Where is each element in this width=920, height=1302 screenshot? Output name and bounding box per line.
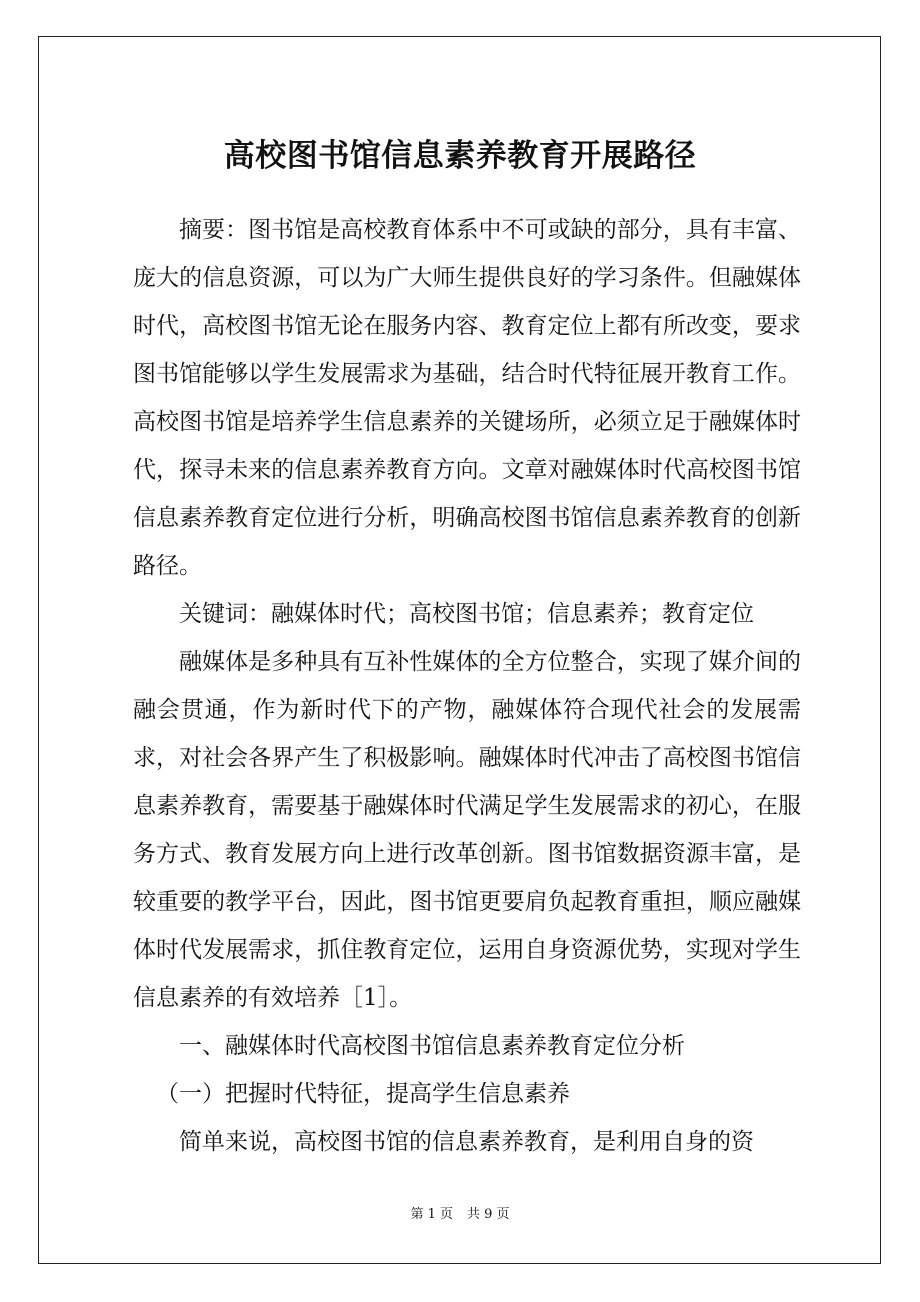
subsection-heading: （一）把握时代特征，提高学生信息素养 <box>156 1081 570 1107</box>
section-heading: 一、融媒体时代高校图书馆信息素养教育定位分析 <box>179 1033 685 1059</box>
document-body <box>133 206 801 1166</box>
page-number: 第 1 页 <box>410 1207 453 1222</box>
keywords-paragraph: 关键词：融媒体时代；高校图书馆；信息素养；教育定位 <box>179 601 754 627</box>
abstract-paragraph: 摘要：图书馆是高校教育体系中不可或缺的部分，具有丰富、庞大的信息资源，可以为广大师生提供良好的学习条件。但融媒体时代，高校图书馆无论在服务内容、教育定位上都有所改变，要求图书馆能够以学生发展需求为基础，结合时代特征展开教育工作。高校图书馆是培养学生信息素养的关键场所，必须立足于融媒体时代，探寻未来的信息素养教育方向。文章对融媒体时代高校图书馆信息素养教育定位进行分析，明确高校图书馆信息素养教育的创新路径。 <box>133 217 801 579</box>
page-footer <box>0 1205 920 1225</box>
section-paragraph: 简单来说，高校图书馆的信息素养教育，是利用自身的资 <box>179 1129 754 1155</box>
intro-paragraph: 融媒体是多种具有互补性媒体的全方位整合，实现了媒介间的融会贯通，作为新时代下的产物，融媒体符合现代社会的发展需求，对社会各界产生了积极影响。融媒体时代冲击了高校图书馆信息素养教育，需要基于融媒体时代满足学生发展需求的初心，在服务方式、教育发展方向上进行改革创新。图书馆数据资源丰富，是较重要的教学平台，因此，图书馆更要肩负起教育重担，顺应融媒体时代发展需求，抓住教育定位，运用自身资源优势，实现对学生信息素养的有效培养［1］。 <box>133 649 801 1011</box>
document-title: 高校图书馆信息素养教育开展路径 <box>223 138 697 174</box>
page-total: 共 9 页 <box>467 1207 510 1222</box>
